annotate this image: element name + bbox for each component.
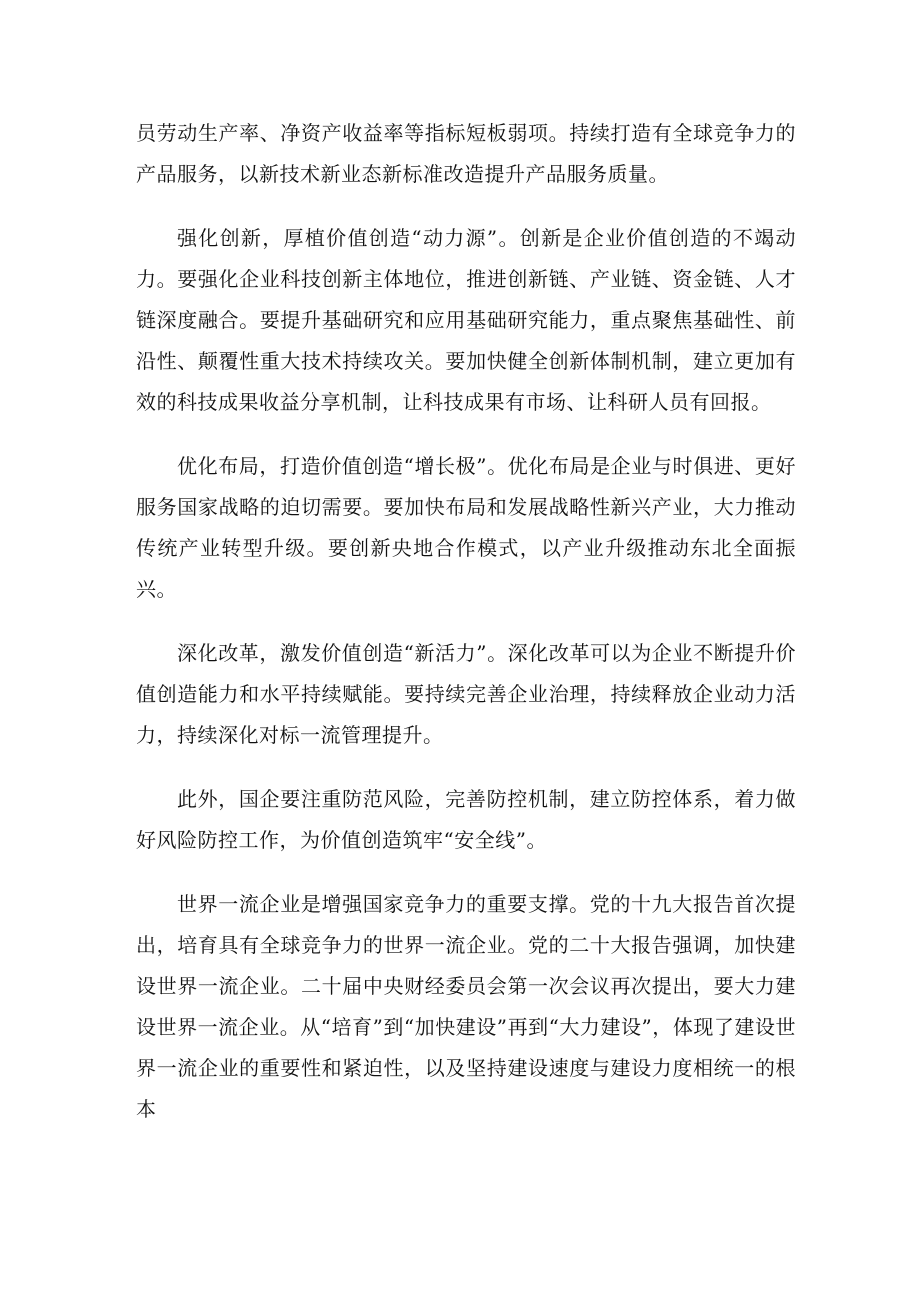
paragraph-world-class: 世界一流企业是增强国家竞争力的重要支撑。党的十九大报告首次提出，培育具有全球竞争力的世界一流企业。党的二十大报告强调，加快建设世界一流企业。二十届中央财经委员会第一次会议再次提出，要大力建设世界一流企业。从“培育”到“加快建设”再到“大力建设”，体现了建设世界一流企业的重要性和紧迫性，以及坚持建设速度与建设力度相统一的根本	[136, 892, 796, 1121]
paragraph-reform: 深化改革，激发价值创造“新活力”。深化改革可以为企业不断提升价值创造能力和水平持续赋能。要持续完善企业治理，持续释放企业动力活力，持续深化对标一流管理提升。	[136, 641, 796, 747]
document-body	[136, 113, 796, 1153]
paragraph-continuation: 员劳动生产率、净资产收益率等指标短板弱项。持续打造有全球竞争力的产品服务，以新技术新业态新标准改造提升产品服务质量。	[136, 121, 796, 186]
paragraph-innovation: 强化创新，厚植价值创造“动力源”。创新是企业价值创造的不竭动力。要强化企业科技创新主体地位，推进创新链、产业链、资金链、人才链深度融合。要提升基础研究和应用基础研究能力，重点聚焦基础性、前沿性、颠覆性重大技术持续攻关。要加快健全创新体制机制，建立更加有效的科技成果收益分享机制，让科技成果有市场、让科研人员有回报。	[136, 226, 796, 414]
paragraph-risk: 此外，国企要注重防范风险，完善防控机制，建立防控体系，着力做好风险防控工作，为价值创造筑牢“安全线”。	[136, 787, 796, 852]
paragraph-layout: 优化布局，打造价值创造“增长极”。优化布局是企业与时俱进、更好服务国家战略的迫切需要。要加快布局和发展战略性新兴产业，大力推动传统产业转型升级。要创新央地合作模式，以产业升级推动东北全面振兴。	[136, 454, 796, 601]
